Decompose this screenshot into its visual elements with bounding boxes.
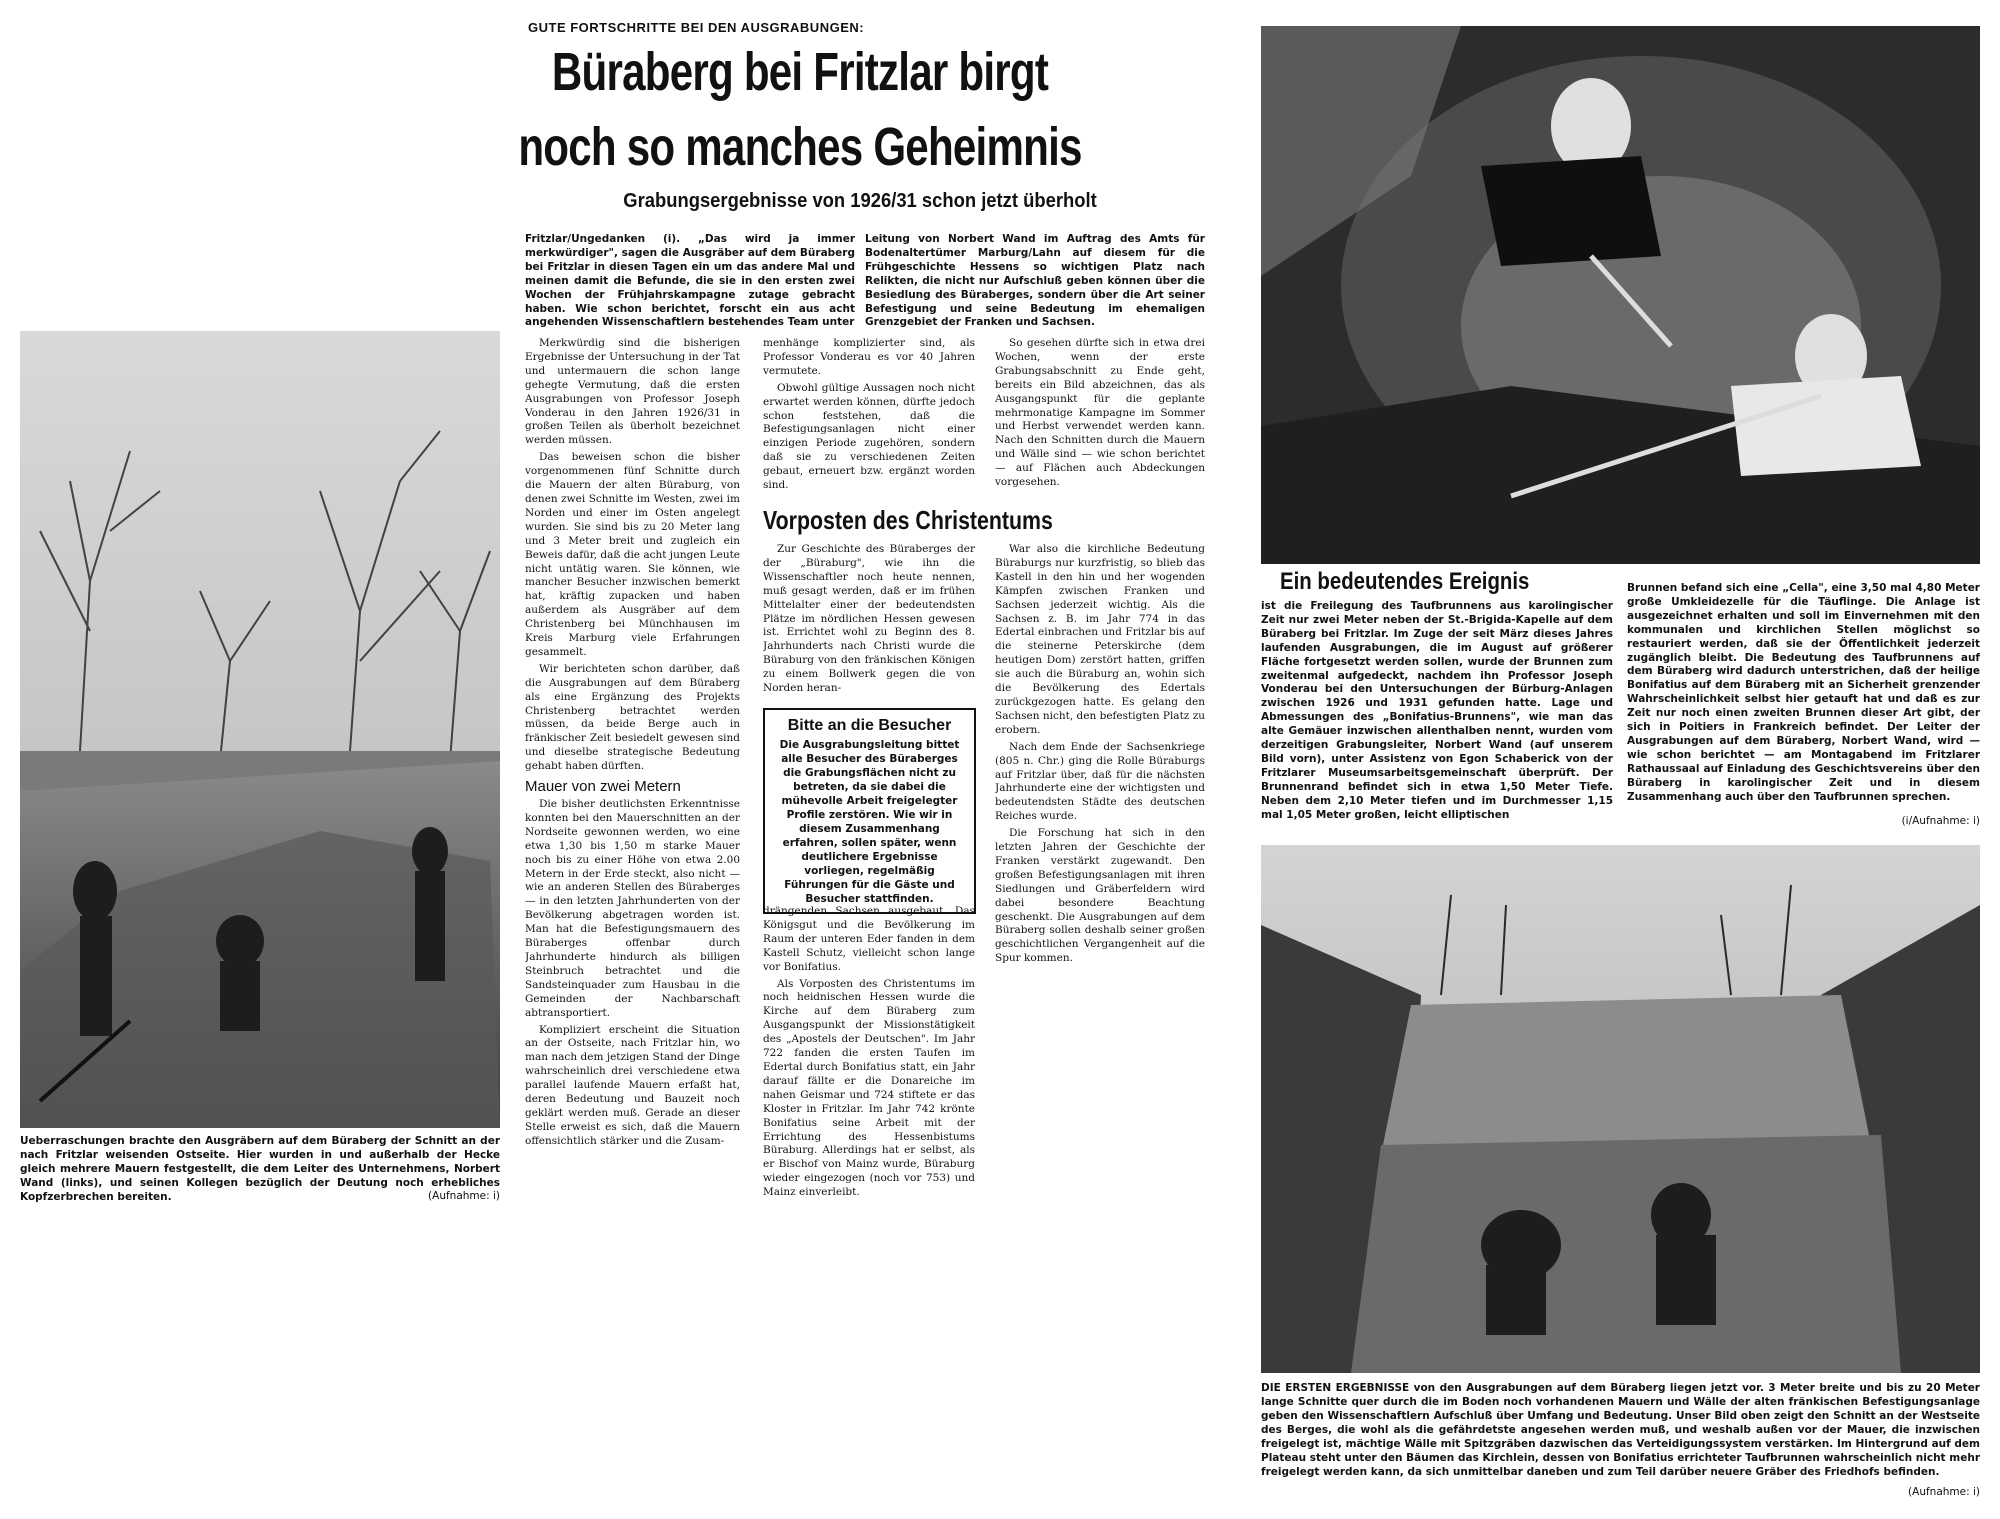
visitor-notice-box [763, 708, 976, 914]
article-column-2-top [763, 337, 975, 497]
col1-subhead: Mauer von zwei Metern [525, 778, 681, 796]
col2-paragraph: Zur Geschichte des Büraberges der der „Büraburg", wie ihn die Wissenschaftler noch heute nennen, muß gesagt werden, daß er im frühen Mittelalter einer der bedeutendsten Plätze im nördlichen Hessen gewesen ist. Errichtet wohl zu Beginn des 8. Jahrhunderts nach Christi wurde die Büraburg von den fränkischen Königen zu einem Bollwerk gegen die von Norden heran- [763, 543, 975, 695]
article-column-3-top [995, 337, 1205, 497]
left-photo-caption: Ueberraschungen brachte den Ausgräbern auf dem Büraberg der Schnitt an der nach Fritzlar weisenden Ostseite. Hier wurden in und außerhalb der Hecke gleich mehrere Mauern festgestellt, die dem Leiter des Unternehmens, Norbert Wand (links), und seinen Kollegen bezüglich der Deutung noch erhebliches Kopfzerbrechen bereiten. [20, 1135, 500, 1203]
col1-paragraph: Kompliziert erscheint die Situation an der Ostseite, nach Fritzlar hin, wo man nach dem jetzigen Stand der Dinge wahrscheinlich drei verschiedene etwa parallel laufende Mauern erfaßt hat, deren Bedeutung und Bauzeit noch geklärt werden muß. Gerade an dieser Stelle erweist es sich, daß die Mauern offensichtlich stärker und die Zusam- [525, 1023, 740, 1147]
col1-paragraph: Wir berichteten schon darüber, daß die Ausgrabungen auf dem Büraberg als eine Ergänzung des Projekts Christenberg betrachtet werden müssen, da beide Berge auch in fränkischer Zeit besiedelt gewesen sind und dieselbe strategische Bedeutung gehabt haben dürften. [525, 662, 740, 773]
excavation-photo-east-side-image [20, 331, 500, 1128]
col2-paragraph: drängenden Sachsen ausgebaut. Das Königsgut und die Bevölkerung im Raum der unteren Eder fanden in dem Kastell Schutz, vielleicht schon lange vor Bonifatius. [763, 905, 975, 973]
article-kicker: GUTE FORTSCHRITTE BEI DEN AUSGRABUNGEN: [528, 20, 865, 35]
col2-paragraph: menhänge komplizierter sind, als Professor Vonderau es vor 40 Jahren vermutete. [763, 337, 975, 377]
article-lead-left [525, 233, 855, 333]
col3-paragraph: So gesehen dürfte sich in etwa drei Wochen, wenn der erste Grabungsabschnitt zu Ende geht, bereits ein Bild abzeichnen, das als Ausgangspunkt für die geplante mehrmonatige Kampagne im Sommer und Herbst verwendet werden kann. Nach den Schnitten durch die Mauern und Wälle sind — wie schon berichtet — auf Flächen auch Abdeckungen vorgesehen. [995, 337, 1205, 489]
section-heading-christentum: Vorposten des Christentums [763, 505, 1053, 535]
col1-paragraph: Das beweisen schon die bisher vorgenommenen fünf Schnitte durch die Mauern der alten Büraburg, von denen zwei Schnitte im Westen, zwei im Norden und einer im Osten angelegt wurden. Sie sind bis zu 20 Meter lang und 3 Meter breit und zugleich ein Beweis dafür, daß die acht jungen Leute nicht untätig waren. Sie können, wie mancher Besucher inzwischen bemerkt hat, kräftig zupacken und haben außerdem als Ausgräber auf dem Christenberg bei Münchhausen im Kreis Marburg viele Erfahrungen gesammelt. [525, 451, 740, 658]
col1-paragraph: Die bisher deutlichsten Erkenntnisse konnten bei den Mauerschnitten an der Nordseite gewonnen werden, wo eine etwa 1,30 bis 1,50 m starke Mauer noch bis zu einer Höhe von etwa 2.00 Metern in der Erde steckt, also nicht — wie an anderen Stellen des Büraberges — in den letzten Jahrhunderten von der Bevölkerung abgetragen worden ist. Man hat die Befestigungsmauern des Büraberges offenbar durch Jahrhunderte hindurch als billigen Steinbruch betrachtet und die Sandsteinquader zum Hausbau in die Gemeinden der Nachbarschaft abtransportiert. [525, 798, 740, 1019]
col2-paragraph: Obwohl gültige Aussagen noch nicht erwartet werden können, dürfte jedoch schon feststehen, daß die Befestigungsanlagen nicht einer einzigen Periode zugehören, sondern daß sie zu verschiedenen Zeiten gebaut, erneuert bzw. ergänzt worden sind. [763, 381, 975, 492]
col3-paragraph: Nach dem Ende der Sachsenkriege (805 n. Chr.) ging die Rolle Büraburgs auf Fritzlar über, daß für die nächsten Jahrhunderte eine der wichtigsten und bedeutendsten Städte des deutschen Reiches wurde. [995, 740, 1205, 823]
col1-paragraph: Merkwürdig sind die bisherigen Ergebnisse der Untersuchung in der Tat und untermauern die schon lange gehegte Vermutung, daß die ersten Ausgrabungen von Professor Joseph Vonderau in den Jahren 1926/31 in großen Teilen als überholt bezeichnet werden müssen. [525, 337, 740, 447]
left-photo-credit: (Aufnahme: i) [428, 1190, 500, 1202]
article-lead-left-text: Fritzlar/Ungedanken (i). „Das wird ja immer merkwürdiger", sagen die Ausgräber auf dem Büraberg bei Fritzlar in diesen Tagen ein um das andere Mal und meinen damit die Befunde, die sie in den ersten zwei Wochen der Frühjahrskampagne zutage gebracht haben. Wie schon berichtet, forscht ein aus acht angehenden Wissenschaftlern bestehendes Team unter [525, 233, 855, 329]
article-subheadline: Grabungsergebnisse von 1926/31 schon jetzt überholt [623, 190, 1097, 212]
article-headline-line2: noch so manches Geheimnis [518, 117, 1082, 177]
bottom-right-photo-caption: DIE ERSTEN ERGEBNISSE von den Ausgrabungen auf dem Büraberg liegen jetzt vor. 3 Meter breite und bis zu 20 Meter lange Schnitte quer durch die im Boden noch vorhandenen Mauern und Wälle der alten fränkischen Befestigungsanlage geben den Wissenschaftlern Aufschluß über Umfang und Bedeutung. Unser Bild oben zeigt den Schnitt an der Westseite des Berges, die wohl als die gefährdetste angesehen werden muß, und weshalb außen vor der Mauer, die inzwischen freigelegt ist, mächtige Wälle mit Spitzgräben dazwischen das Verteidigungssystem verstärken. Im Hintergrund auf dem Plateau steht unter den Bäumen das Kirchlein, dessen von Bonifatius errichteter Taufbrunnen wahrscheinlich nicht mehr freigelegt werden kann, da sich unmittelbar daneben und zum Teil darüber neuere Gräber des Friedhofs befinden. [1261, 1382, 1980, 1478]
col3-paragraph: War also die kirchliche Bedeutung Büraburgs nur kurzfristig, so blieb das Kastell in den hin und her wogenden Kämpfen zwischen Franken und Sachsen jederzeit wichtig. Als die Sachsen z. B. im Jahr 774 in das Edertal einbrachen und Fritzlar bis auf die steinerne Peterskirche (dem heutigen Dom) zerstört hatten, griffen sie auch die Büraburg an, wohin sich die Bevölkerung des Edertals zurückgezogen hatte. Es gelang den Sachsen nicht, den befestigten Platz zu erobern. [995, 543, 1205, 736]
excavation-photo-west-side [1261, 845, 1980, 1373]
right-article-col-left [1261, 600, 1613, 830]
visitor-notice-title: Bitte an die Besucher [787, 717, 952, 734]
visitor-notice-text: Die Ausgrabungsleitung bittet alle Besucher des Büraberges die Grabungsflächen nicht zu betreten, da sie dabei die mühevolle Arbeit freigelegter Profile zerstören. Wie wir in diesem Zusammenhang erfahren, sollen später, wenn deutlichere Ergebnisse vorliegen, regelmäßig Führungen für die Gäste und Besucher stattfinden. [779, 739, 960, 905]
article-lead-right [865, 233, 1205, 333]
article-headline-line1: Büraberg bei Fritzlar birgt [551, 42, 1049, 102]
excavation-photo-east-side [20, 331, 500, 1128]
right-article-text-right: Brunnen befand sich eine „Cella", eine 3,50 mal 4,80 Meter große Umkleidezelle für die Täuflinge. Die Anlage ist ausgezeichnet erhalten und soll im Einvernehmen mit den kommunalen und kirchlichen Stellen möglichst so restauriert werden, daß sie der Öffentlichkeit jederzeit zugänglich bleibt. Die Bedeutung des Taufbrunnens auf dem Büraberg wird dadurch unterstrichen, daß der heilige Bonifatius auf dem Büraberg mit an Sicherheit grenzender Wahrscheinlichkeit selbst hier getauft hat und daß es zur Zeit nur noch einen zweiten Brunnen dieser Art gibt, der sich in Poitiers in Frankreich befindet. Der Leiter der Ausgrabungen auf dem Büraberg, Norbert Wand, wird — wie schon berichtet — am Montagabend im Fritzlarer Rathaussaal auf Einladung des Geschichtsvereins über den Büraberg in karolingischer Zeit und in diesem Zusammenhang auch über den Taufbrunnen sprechen. [1627, 582, 1980, 803]
article-column-1 [525, 337, 740, 1227]
bottom-right-photo-credit: (Aufnahme: i) [1908, 1486, 1980, 1498]
article-column-3-bottom [995, 543, 1205, 963]
right-article-credit: (i/Aufnahme: i) [1901, 815, 1980, 827]
article-column-2-middle [763, 543, 975, 703]
col2-paragraph: Als Vorposten des Christentums im noch heidnischen Hessen wurde die Kirche auf dem Büraberg zum Ausgangspunkt der Missionstätigkeit des „Apostels der Deutschen". Im Jahr 722 fanden die ersten Taufen im Edertal durch Bonifatius statt, ein Jahr darauf fällte er die Donareiche im nahen Geismar und 724 stiftete er das Kloster in Fritzlar. Im Jahr 742 krönte Bonifatius seine Arbeit mit der Errichtung des Hessenbistums Büraburg. Allerdings hat er selbst, als er Bischof von Mainz wurde, Büraburg wieder eingezogen (noch vor 753) und Mainz einverleibt. [763, 977, 975, 1199]
right-article-text-left: ist die Freilegung des Taufbrunnens aus karolingischer Zeit nur zwei Meter neben der St.-Brigida-Kapelle auf dem Büraberg bei Fritzlar. Im Zuge der seit März dieses Jahres laufenden Ausgrabungen, die im August auf größerer Fläche fortgesetzt werden sollen, wurde der Brunnen zum zweitenmal aufgedeckt, nachdem ihn Professor Joseph Vonderau bei den Untersuchungen der Bürburg-Anlagen zwischen 1926 und 1931 gefunden hatte. Lage und Abmessungen des „Bonifatius-Brunnens", wie man das alte Gemäuer inzwischen allenthalben nennt, wurden vom derzeitigen Grabungsleiter, Norbert Wand (auf unserem Bild vorn), unter Assistenz von Egon Schaberick von der Fritzlarer Museumsarbeitsgemeinschaft überprüft. Der Brunnenrand befindet sich in etwa 1,50 Meter Tiefe. Neben dem 2,10 Meter tiefen und im Durchmesser 1,15 mal 1,05 Meter großen, leicht elliptischen [1261, 600, 1613, 821]
right-article-heading: Ein bedeutendes Ereignis [1280, 568, 1530, 595]
right-article-col-right [1627, 582, 1980, 822]
excavation-photo-west-side-image [1261, 845, 1980, 1373]
col3-paragraph: Die Forschung hat sich in den letzten Jahren der Geschichte der Franken verstärkt zugewandt. Den großen Befestigungsanlagen mit ihren Siedlungen und Gräberfeldern wird dabei besondere Beachtung geschenkt. Die Ausgrabungen auf dem Büraberg sollen deshalb seiner großen geschichtlichen Vergangenheit auf die Spur kommen. [995, 827, 1205, 963]
well-excavation-photo-image [1261, 26, 1980, 564]
well-excavation-photo [1261, 26, 1980, 564]
article-column-2-bottom [763, 905, 975, 1235]
article-lead-right-text: Leitung von Norbert Wand im Auftrag des Amts für Bodenaltertümer Marburg/Lahn auf diesem für die Frühgeschichte Hessens so wichtigen Platz nach Relikten, die nicht nur Aufschluß geben können über die Besiedlung des Büraberges, sondern über die Art seiner Befestigung und seine Bedeutung im ehemaligen Grenzgebiet der Franken und Sachsen. [865, 233, 1205, 329]
